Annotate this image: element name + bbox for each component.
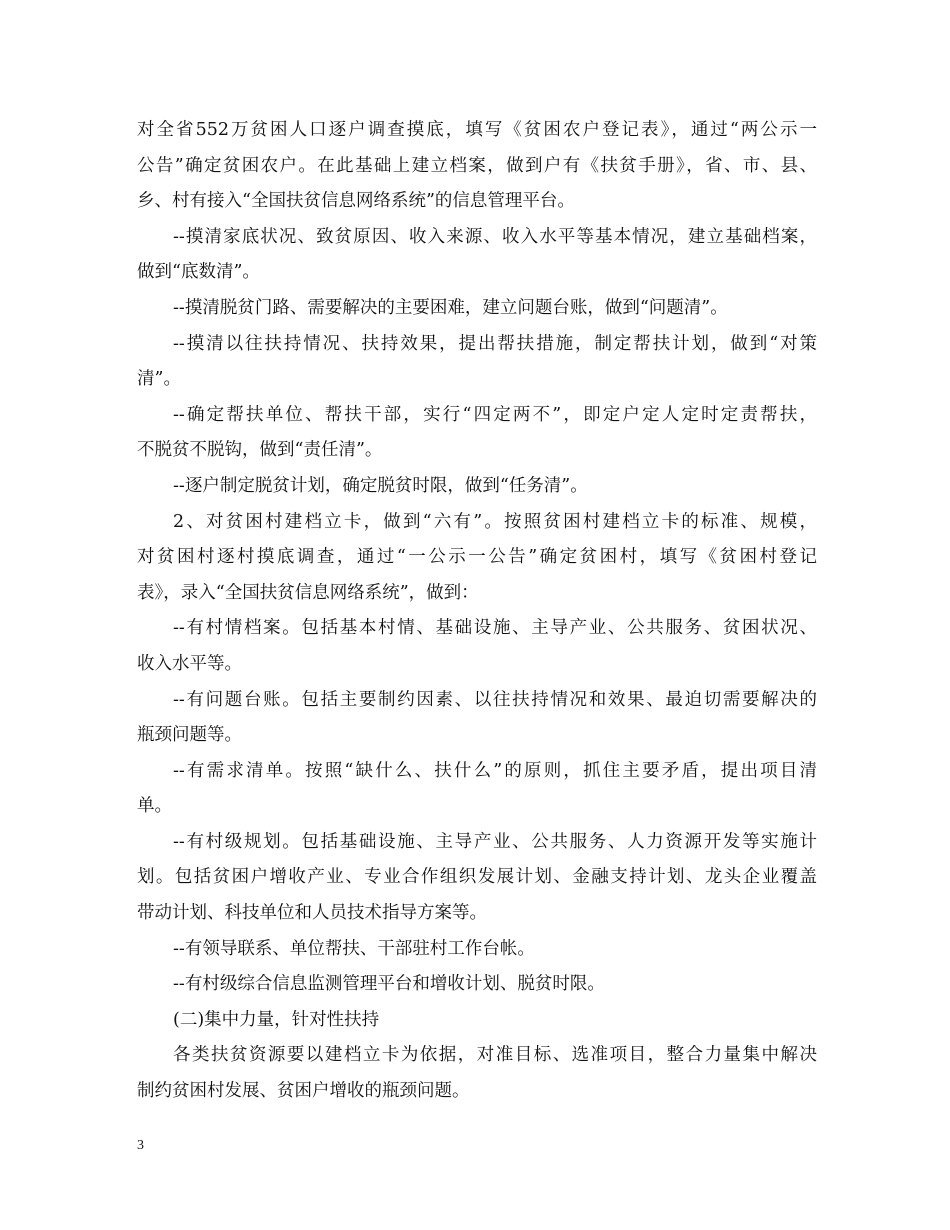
text-line: 公告”确定贫困农户。在此基础上建立档案，做到户有《扶贫手册》，省、市、县、 <box>137 155 817 176</box>
text-line: 带动计划、科技单位和人员技术指导方案等。 <box>137 903 487 924</box>
text-line: --有村情档案。包括基本村情、基础设施、主导产业、公共服务、贫困状况、 <box>173 618 817 639</box>
text-line: 表》，录入“全国扶贫信息网络系统”，做到： <box>137 582 479 603</box>
text-line: --摸清脱贫门路、需要解决的主要困难，建立问题台账，做到“问题清”。 <box>173 297 728 318</box>
text-line: 对全省552万贫困人口逐户调查摸底，填写《贫困农户登记表》，通过“两公示一 <box>137 120 817 140</box>
text-line: 2、对贫困村建档立卡，做到“六有”。按照贫困村建档立卡的标准、规模， <box>173 511 817 532</box>
text-line: 单。 <box>137 796 172 817</box>
page-number: 3 <box>137 1138 144 1153</box>
text-line: (二)集中力量，针对性扶持 <box>173 1009 380 1030</box>
text-line: 制约贫困村发展、贫困户增收的瓶颈问题。 <box>137 1081 470 1102</box>
text-line: --逐户制定脱贫计划，确定脱贫时限，做到“任务清”。 <box>173 475 588 496</box>
text-line: 不脱贫不脱钩，做到“责任清”。 <box>137 440 383 461</box>
text-line: --摸清家底状况、致贫原因、收入来源、收入水平等基本情况，建立基础档案， <box>173 226 817 247</box>
text-line: --有村级规划。包括基础设施、主导产业、公共服务、人力资源开发等实施计 <box>173 831 817 852</box>
text-line: --有领导联系、单位帮扶、干部驻村工作台帐。 <box>173 938 535 959</box>
text-line: 瓶颈问题等。 <box>137 725 242 746</box>
body-text <box>137 113 817 1110</box>
text-line: 收入水平等。 <box>137 653 242 674</box>
text-line: --摸清以往扶持情况、扶持效果，提出帮扶措施，制定帮扶计划，做到“对策 <box>173 333 817 354</box>
text-line: 做到“底数清”。 <box>137 262 260 283</box>
text-line: --有需求清单。按照“缺什么、扶什么”的原则，抓住主要矛盾，提出项目清 <box>173 760 817 781</box>
text-line: 各类扶贫资源要以建档立卡为依据，对准目标、选准项目，整合力量集中解决 <box>173 1045 817 1066</box>
text-line: --确定帮扶单位、帮扶干部，实行“四定两不”，即定户定人定时定责帮扶， <box>173 404 817 425</box>
text-line: 对贫困村逐村摸底调查，通过“一公示一公告”确定贫困村，填写《贫困村登记 <box>137 547 817 568</box>
text-line: --有村级综合信息监测管理平台和增收计划、脱贫时限。 <box>173 974 605 995</box>
text-line: 划。包括贫困户增收产业、专业合作组织发展计划、金融支持计划、龙头企业覆盖 <box>137 867 817 888</box>
text-line: 乡、村有接入“全国扶贫信息网络系统”的信息管理平台。 <box>137 191 575 212</box>
text-line: 清”。 <box>137 369 181 390</box>
text-line: --有问题台账。包括主要制约因素、以往扶持情况和效果、最迫切需要解决的 <box>173 689 817 710</box>
